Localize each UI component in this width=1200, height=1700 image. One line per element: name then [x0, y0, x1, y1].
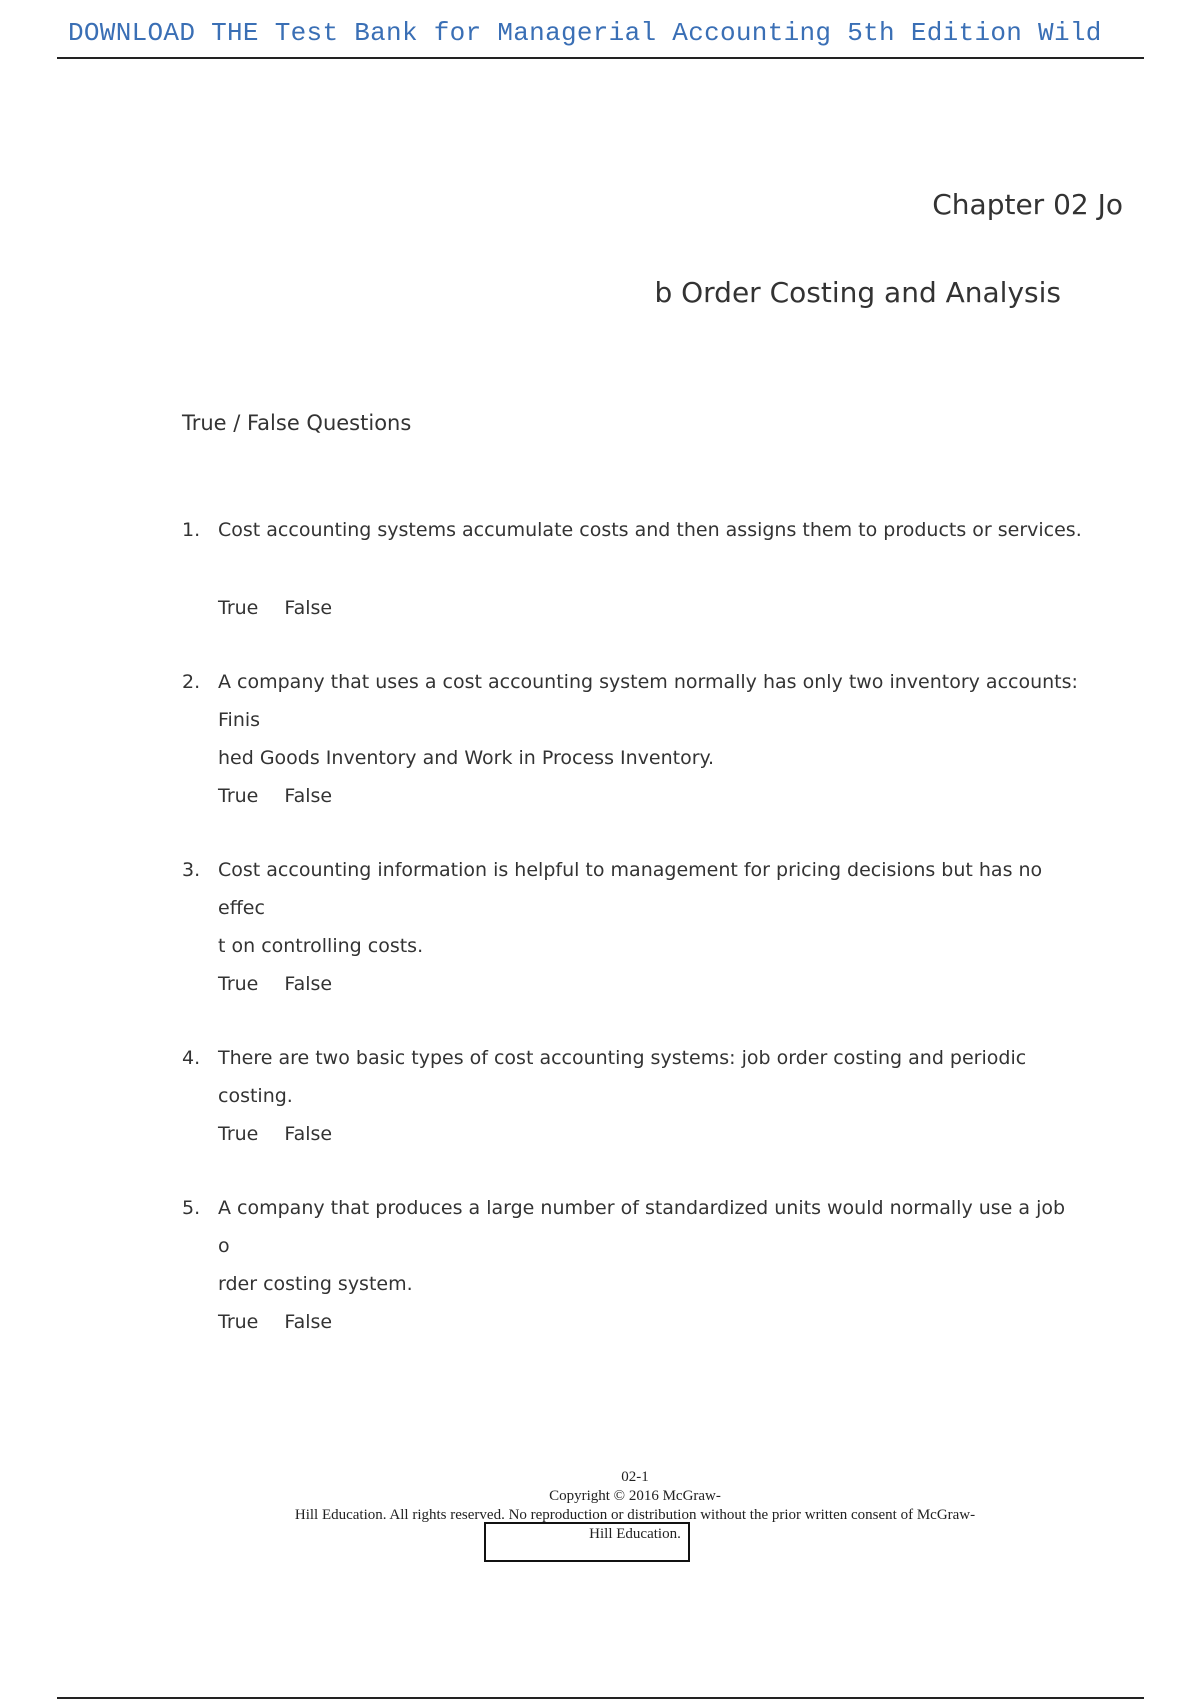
question-text: A company that uses a cost accounting system normally has only two inventory accounts: Finis hed Goods Inventory and Work in Process Inventory. [218, 671, 1078, 769]
question-1-options [218, 597, 352, 619]
question-number: 2. [182, 671, 201, 693]
question-number: 5. [182, 1197, 201, 1219]
question-text: There are two basic types of cost accounting systems: job order costing and periodic costing. [218, 1047, 1027, 1107]
question-5-options [218, 1311, 352, 1333]
bottom-divider [57, 1697, 1144, 1699]
option-false: False [284, 785, 333, 807]
option-false: False [284, 1123, 333, 1145]
option-true: True [218, 1311, 259, 1333]
watermark-stamp-box [484, 1522, 690, 1562]
option-false: False [284, 597, 333, 619]
question-number: 3. [182, 859, 201, 881]
question-4-options [218, 1123, 352, 1145]
banner-divider [57, 57, 1144, 59]
option-true: True [218, 1123, 259, 1145]
question-5 [182, 1189, 1082, 1303]
question-4 [182, 1039, 1082, 1115]
question-2 [182, 663, 1082, 777]
question-number: 4. [182, 1047, 201, 1069]
page-number: 02-1 [621, 1469, 649, 1485]
question-3-options [218, 973, 352, 995]
question-text: Cost accounting systems accumulate costs and then assigns them to products or services. [218, 519, 1082, 541]
option-true: True [218, 973, 259, 995]
download-banner: DOWNLOAD THE Test Bank for Managerial Accounting 5th Edition Wild [68, 18, 1102, 48]
question-number: 1. [182, 519, 201, 541]
option-true: True [218, 597, 259, 619]
chapter-title-line1: Chapter 02 Jo [932, 188, 1123, 221]
question-3 [182, 851, 1082, 965]
option-false: False [284, 1311, 333, 1333]
copyright-line-2: Hill Education. All rights reserved. No reproduction or distribution without the prior written consent of McGraw- [294, 1507, 976, 1523]
question-text: A company that produces a large number of standardized units would normally use a job o rder costing system. [218, 1197, 1066, 1295]
copyright-line-1: Copyright © 2016 McGraw- [549, 1488, 721, 1504]
section-heading: True / False Questions [182, 411, 412, 435]
question-2-options [218, 785, 352, 807]
option-false: False [284, 973, 333, 995]
copyright-line-3: Hill Education. [589, 1526, 681, 1542]
question-text: Cost accounting information is helpful to management for pricing decisions but has no effec t on controlling costs. [218, 859, 1043, 957]
question-1 [182, 511, 1082, 549]
chapter-title-line2: b Order Costing and Analysis [654, 276, 1061, 309]
option-true: True [218, 785, 259, 807]
